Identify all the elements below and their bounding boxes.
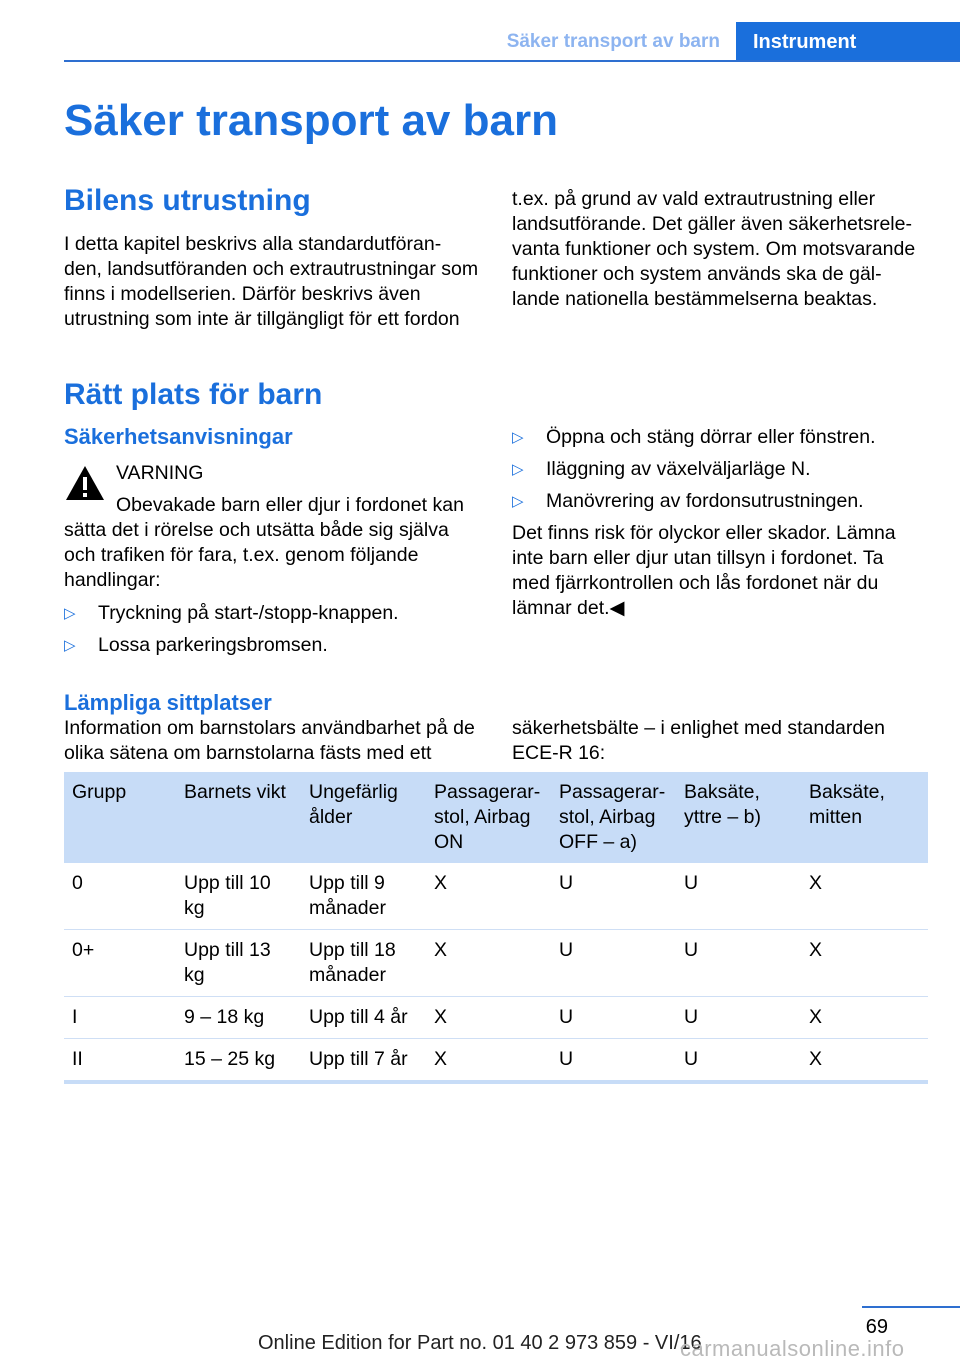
list-item: ▷ Tryckning på start-/stopp-knappen. — [64, 602, 399, 624]
table-cell: Upp till 9 månader — [301, 863, 426, 930]
safety-heading: Säkerhetsanvisningar — [64, 424, 293, 449]
table-cell: U — [676, 863, 801, 930]
page-title: Säker transport av barn — [64, 96, 558, 145]
table-header-cell: Passagerar- stol, Airbag ON — [426, 772, 551, 863]
table-header-cell: Passagerar- stol, Airbag OFF – a) — [551, 772, 676, 863]
table-cell: 0 — [64, 863, 176, 930]
seats-text-left: Information om barnstolars användbarhet på de olika sätena om barnstolarna fästs med ett — [64, 717, 475, 764]
table-cell: U — [551, 930, 676, 997]
table-header-cell: Baksäte, yttre – b) — [676, 772, 801, 863]
list-item: ▷ Lossa parkeringsbromsen. — [64, 634, 328, 656]
table-cell: U — [676, 997, 801, 1039]
table-row — [64, 930, 928, 997]
place-heading: Rätt plats för barn — [64, 378, 323, 411]
table-cell: Upp till 13 kg — [176, 930, 301, 997]
table-cell: X — [801, 930, 928, 997]
table-header-cell: Ungefärlig ålder — [301, 772, 426, 863]
table-cell: Upp till 4 år — [301, 997, 426, 1039]
table-cell: X — [426, 997, 551, 1039]
table-cell: X — [426, 930, 551, 997]
triangle-bullet-icon: ▷ — [512, 493, 524, 510]
equipment-heading: Bilens utrustning — [64, 184, 311, 217]
list-item: ▷ Manövrering av fordonsutrustningen. — [512, 490, 864, 512]
table-cell: X — [426, 863, 551, 930]
table-cell: U — [551, 997, 676, 1039]
table-cell: U — [551, 1039, 676, 1083]
warning-text: Obevakade barn eller djur i fordonet kan sätta det i rörelse och utsätta både sig själva och trafiken för fara, t.ex. genom följande handlingar: — [64, 494, 464, 591]
table-header-row — [64, 772, 928, 863]
triangle-bullet-icon: ▷ — [512, 461, 524, 478]
table-cell: 9 – 18 kg — [176, 997, 301, 1039]
equipment-text-left: I detta kapitel beskrivs alla standardutföran- den, landsutföranden och extrautrustningar som finns i modellserien. Därför beskrivs även utrustning som inte är tillgängligt för ett fordon — [64, 233, 479, 330]
table-cell: X — [426, 1039, 551, 1083]
header-rule — [64, 60, 960, 62]
table-cell: X — [801, 1039, 928, 1083]
table-cell: Upp till 18 månader — [301, 930, 426, 997]
table-cell: 15 – 25 kg — [176, 1039, 301, 1083]
equipment-text-right: t.ex. på grund av vald extrautrustning eller landsutförande. Det gäller även säkerhetsrele- vanta funktioner och system. Om motsvarande funktioner och system används ska de gäl- lande nationella bestämmelserna beaktas. — [512, 188, 916, 310]
table-cell: X — [801, 863, 928, 930]
edition-note: Online Edition for Part no. 01 40 2 973 859 - VI/16 — [258, 1332, 702, 1354]
table-cell: Upp till 7 år — [301, 1039, 426, 1083]
triangle-bullet-icon: ▷ — [64, 637, 76, 654]
list-item: ▷ Öppna och stäng dörrar eller fönstren. — [512, 426, 876, 448]
table-cell: Upp till 10 kg — [176, 863, 301, 930]
table-row — [64, 997, 928, 1039]
warning-closing: Det finns risk för olyckor eller skador. Lämna inte barn eller djur utan tillsyn i fordonet. Ta med fjärrkontrollen och lås fordonet när du lämnar det.◀ — [512, 522, 896, 619]
warning-label: VARNING — [116, 462, 204, 484]
footer-rule — [862, 1306, 960, 1308]
table-header-cell: Grupp — [64, 772, 176, 863]
triangle-bullet-icon: ▷ — [64, 605, 76, 622]
child-seat-table — [64, 772, 928, 1084]
warning-actions-left — [64, 601, 476, 665]
watermark: carmanualsonline.info — [680, 1336, 905, 1361]
running-header-chapter: Instrument — [736, 22, 960, 62]
list-item: ▷ Iläggning av växelväljarläge N. — [512, 458, 811, 480]
warning-actions-right — [512, 425, 932, 521]
table-cell: II — [64, 1039, 176, 1083]
running-header-section: Säker transport av barn — [506, 31, 720, 52]
table-cell: 0+ — [64, 930, 176, 997]
table-header-cell: Baksäte, mitten — [801, 772, 928, 863]
table-header-cell: Barnets vikt — [176, 772, 301, 863]
table-row — [64, 1039, 928, 1083]
page-number: 69 — [865, 1316, 888, 1338]
seats-heading: Lämpliga sittplatser — [64, 690, 272, 715]
table-row — [64, 863, 928, 930]
table-cell: I — [64, 997, 176, 1039]
table-cell: U — [551, 863, 676, 930]
table-cell: U — [676, 1039, 801, 1083]
triangle-bullet-icon: ▷ — [512, 429, 524, 446]
table-cell: X — [801, 997, 928, 1039]
seats-text-right: säkerhetsbälte – i enlighet med standarden ECE-R 16: — [512, 717, 885, 764]
table-cell: U — [676, 930, 801, 997]
